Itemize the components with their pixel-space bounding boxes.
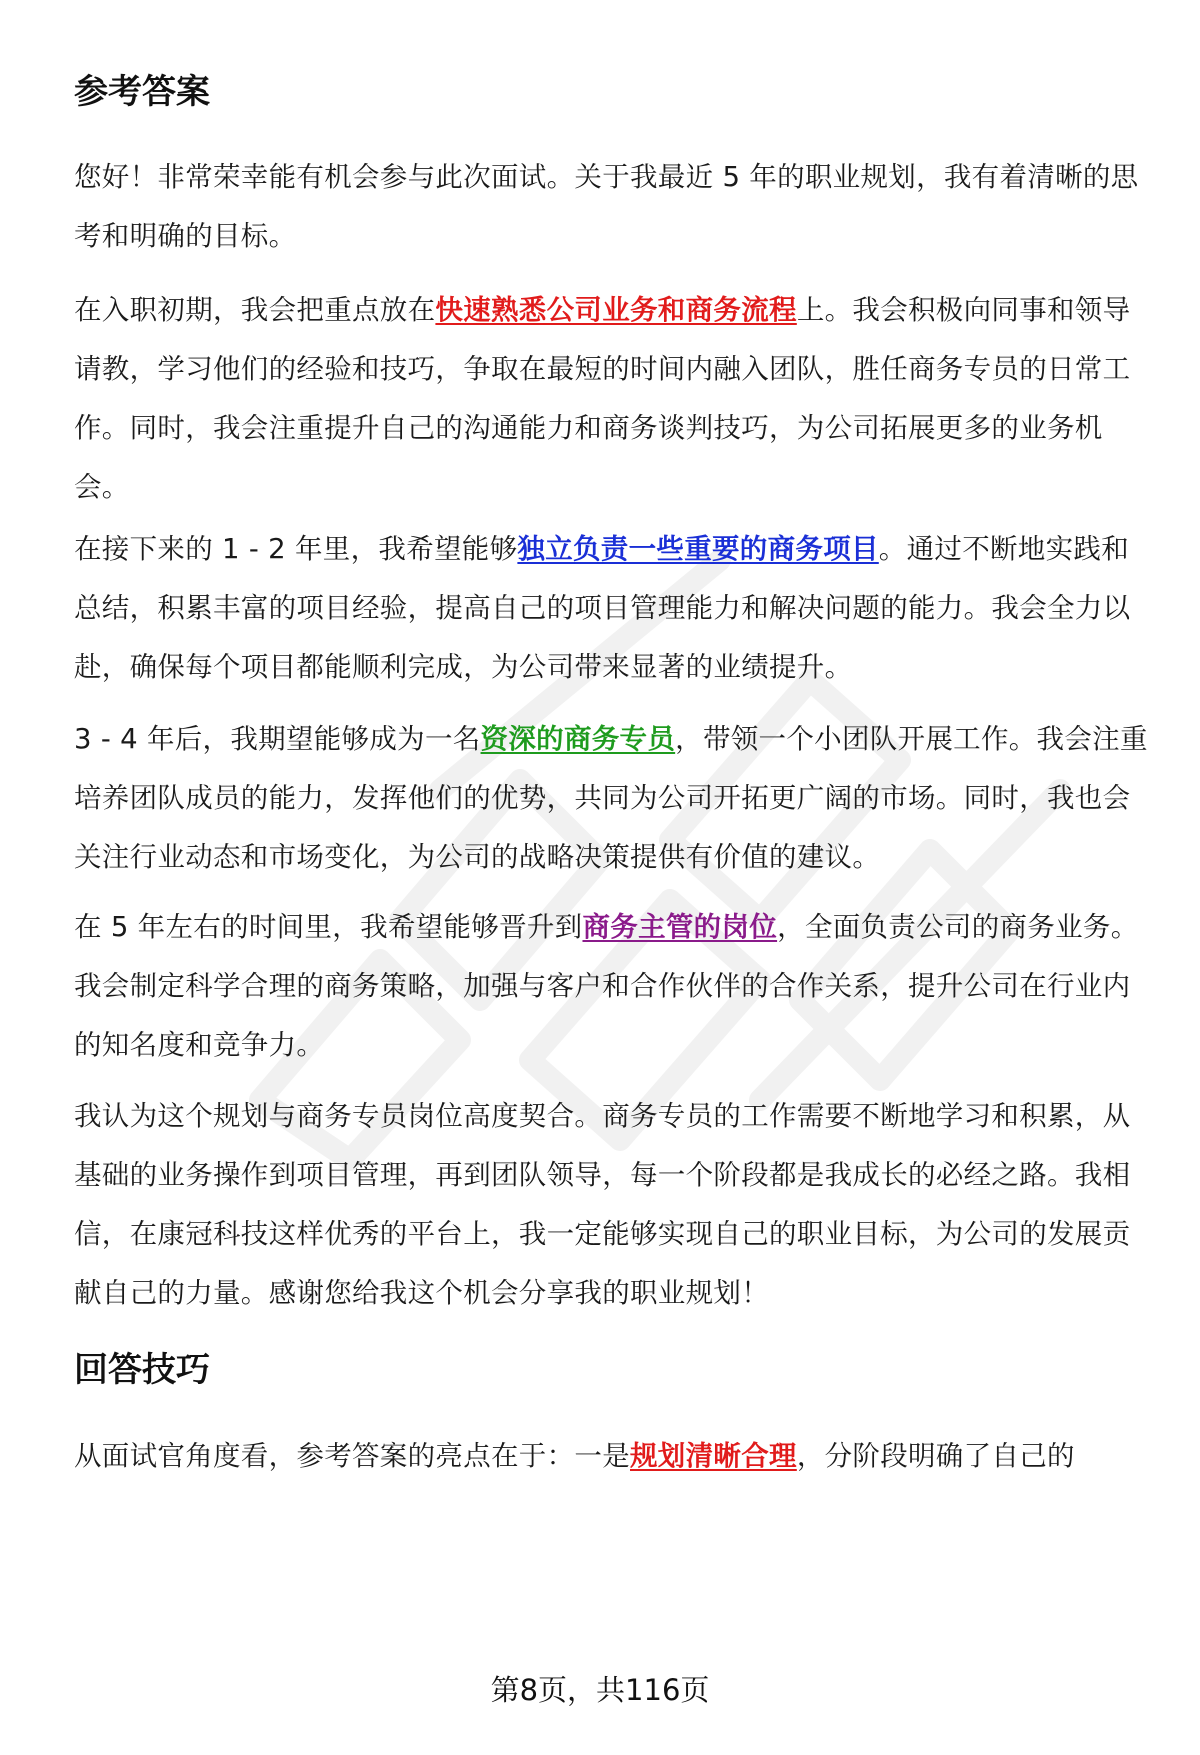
paragraph xyxy=(74,1427,1154,1486)
paragraph xyxy=(74,1087,1154,1323)
page-number: 第8页，共116页 xyxy=(490,1673,710,1707)
paragraph-text: 上。我会积极向同事和领导请教，学习他们的经验和技巧，争取在最短的时间内融入团队，胜任商务专员的日常工作。同时，我会注重提升自己的沟通能力和商务谈判技巧，为公司拓展更多的业务机会。 xyxy=(74,294,1131,503)
paragraph-text: 您好！非常荣幸能有机会参与此次面试。关于我最近 5 年的职业规划，我有着清晰的思考和明确的目标。 xyxy=(74,161,1139,252)
highlighted-phrase: 商务主管的岗位 xyxy=(582,911,778,943)
highlighted-phrase: 资深的商务专员 xyxy=(480,723,676,755)
paragraph-text: 在接下来的 1 - 2 年里，我希望能够 xyxy=(74,533,518,565)
paragraph-text: 3 - 4 年后，我期望能够成为一名 xyxy=(74,723,481,755)
paragraph-text: 在 5 年左右的时间里，我希望能够晋升到 xyxy=(74,911,583,943)
paragraph-text: 在入职初期，我会把重点放在 xyxy=(74,294,436,326)
highlighted-phrase: 独立负责一些重要的商务项目 xyxy=(517,533,879,565)
paragraph-text: 我认为这个规划与商务专员岗位高度契合。商务专员的工作需要不断地学习和积累，从基础的业务操作到项目管理，再到团队领导，每一个阶段都是我成长的必经之路。我相信，在康冠科技这样优秀的平台上，我一定能够实现自己的职业目标，为公司的发展贡献自己的力量。感谢您给我这个机会分享我的职业规划！ xyxy=(74,1100,1131,1309)
paragraph-text: ，全面负责公司的商务业务。我会制定科学合理的商务策略，加强与客户和合作伙伴的合作关系，提升公司在行业内的知名度和竞争力。 xyxy=(74,911,1139,1061)
paragraph xyxy=(74,520,1154,697)
paragraph-text: 。通过不断地实践和总结，积累丰富的项目经验，提高自己的项目管理能力和解决问题的能力。我会全力以赴，确保每个项目都能顺利完成，为公司带来显著的业绩提升。 xyxy=(74,533,1131,683)
paragraph xyxy=(74,710,1154,887)
paragraph-text: ，带领一个小团队开展工作。我会注重培养团队成员的能力，发挥他们的优势，共同为公司开拓更广阔的市场。同时，我也会关注行业动态和市场变化，为公司的战略决策提供有价值的建议。 xyxy=(74,723,1148,873)
paragraph xyxy=(74,148,1154,266)
paragraph-text: ，分阶段明确了自己的 xyxy=(796,1440,1075,1472)
section-title-reference-answer: 参考答案 xyxy=(74,72,210,112)
paragraph xyxy=(74,898,1154,1075)
highlighted-phrase: 快速熟悉公司业务和商务流程 xyxy=(435,294,797,326)
paragraph xyxy=(74,281,1154,517)
highlighted-phrase: 规划清晰合理 xyxy=(630,1440,797,1472)
section-title-answer-tips: 回答技巧 xyxy=(74,1350,210,1390)
paragraph-text: 从面试官角度看，参考答案的亮点在于：一是 xyxy=(74,1440,630,1472)
